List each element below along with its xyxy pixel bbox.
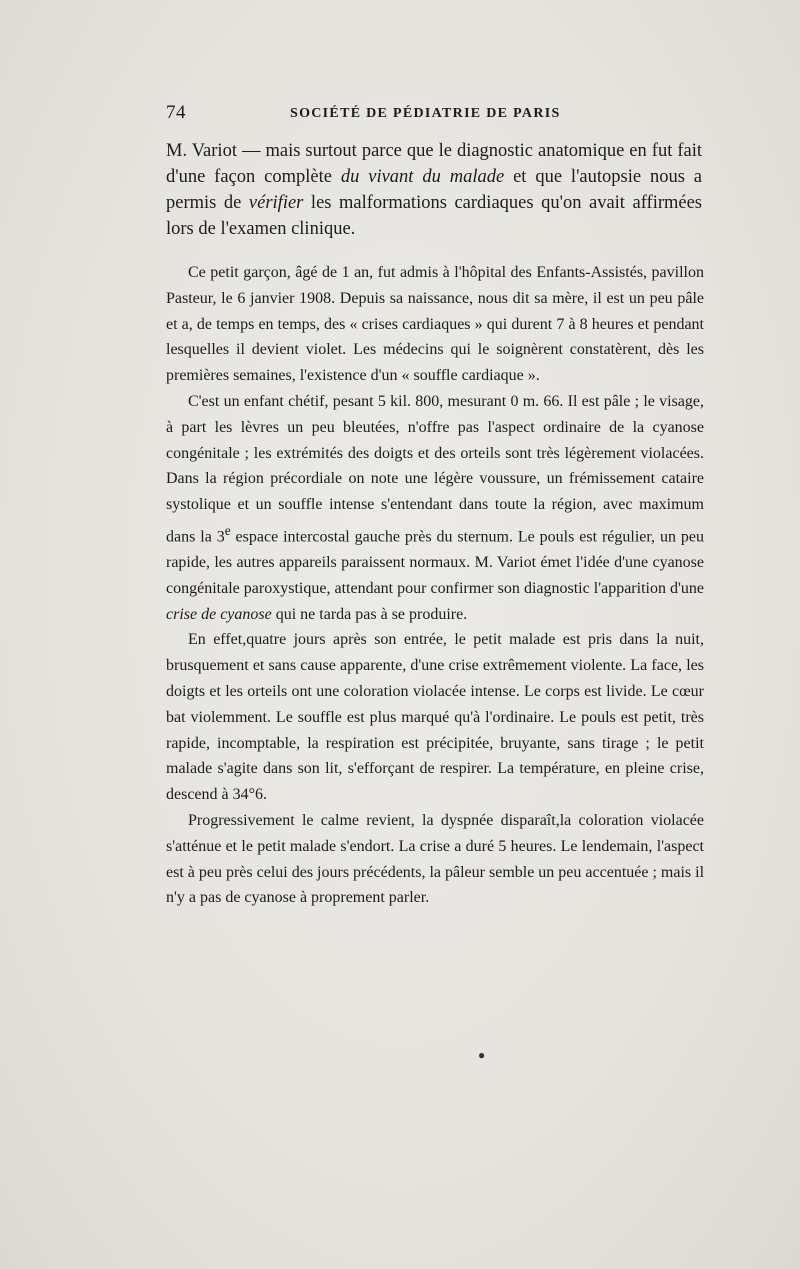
paragraph-4: Progressivement le calme revient, la dyspnée disparaît,la coloration violacée s'atténue et le petit malade s'endort. La crise a duré 5 heures. Le lendemain, l'aspect est à peu près celui des jours précédents, la pâleur semble un peu accentuée ; mais il n'y a pas de cyanose à proprement parler. bbox=[166, 812, 705, 907]
lead-emphasis-2: vérifier bbox=[248, 193, 304, 213]
lead-text-start: M. Variot — mais surtout parce que le diagnostic anatomique en fut fait d'une façon complète bbox=[166, 141, 702, 187]
paragraph-2-middle: espace intercostal gauche près du sternum. Le pouls est régulier, un peu rapide, les autres appareils paraissent normaux. M. Variot émet l'idée d'une cyanose congénitale paroxystique, attendant pour confirmer son diagnostic l'apparition d'une bbox=[166, 528, 705, 597]
lead-emphasis-1: du vivant du malade bbox=[340, 167, 505, 187]
paragraph-3: En effet,quatre jours après son entrée, le petit malade est pris dans la nuit, brusquement et sans cause apparente, d'une crise extrêmement violente. La face, les doigts et les orteils ont une coloration violacée intense. Le corps est livide. Le cœur bat violemment. Le souffle est plus marqué qu'à l'ordinaire. Le pouls est petit, très rapide, incomptable, la respiration est précipitée, bruyante, sans tirage ; le petit malade s'agite dans son lit, s'efforçant de respirer. La température, en pleine crise, descend à 34°6. bbox=[166, 631, 704, 804]
paragraph-2-end: qui ne tarda pas à se produire. bbox=[271, 605, 468, 623]
paragraph-2-emphasis: crise de cyanose bbox=[166, 605, 272, 623]
paragraph-1: Ce petit garçon, âgé de 1 an, fut admis à l'hôpital des Enfants-Assistés, pavillon Pasteur, le 6 janvier 1908. Depuis sa naissance, nous dit sa mère, il est un peu pâle et a, de temps en temps, des « crises cardiaques » qui durent 7 à 8 heures et pendant lesquelles il devient violet. Les médecins qui le soignèrent constatèrent, dès les premières semaines, l'existence d'un « souffle cardiaque ». bbox=[166, 264, 704, 385]
ordinal-superscript: e bbox=[224, 522, 231, 538]
paragraph-2-start: C'est un enfant chétif, pesant 5 kil. 800, mesurant 0 m. 66. Il est pâle ; le visage, à part les lèvres un peu bleutées, n'offre pas l'aspect ordinaire de la cyanose congénitale ; les extrémités des doigts et des orteils sont très légèrement violacées. Dans la région précordiale on note une légère voussure, un frémissement cataire systolique et un souffle intense s'entendant dans toute la région, avec maximum dans la 3 bbox=[166, 392, 704, 546]
body-text bbox=[166, 260, 704, 911]
lead-text-middle: et que l'autopsie nous a permis de bbox=[166, 167, 702, 213]
paragraph-2 bbox=[166, 389, 704, 628]
running-title: SOCIÉTÉ DE PÉDIATRIE DE PARIS bbox=[290, 106, 561, 121]
lead-paragraph bbox=[166, 138, 702, 242]
page-header bbox=[166, 102, 708, 128]
ink-dot-ornament: ● bbox=[478, 1048, 486, 1062]
page-number: 74 bbox=[166, 102, 186, 123]
lead-text-end: les malformations cardiaques qu'on avait affirmées lors de l'examen clinique. bbox=[166, 193, 703, 239]
